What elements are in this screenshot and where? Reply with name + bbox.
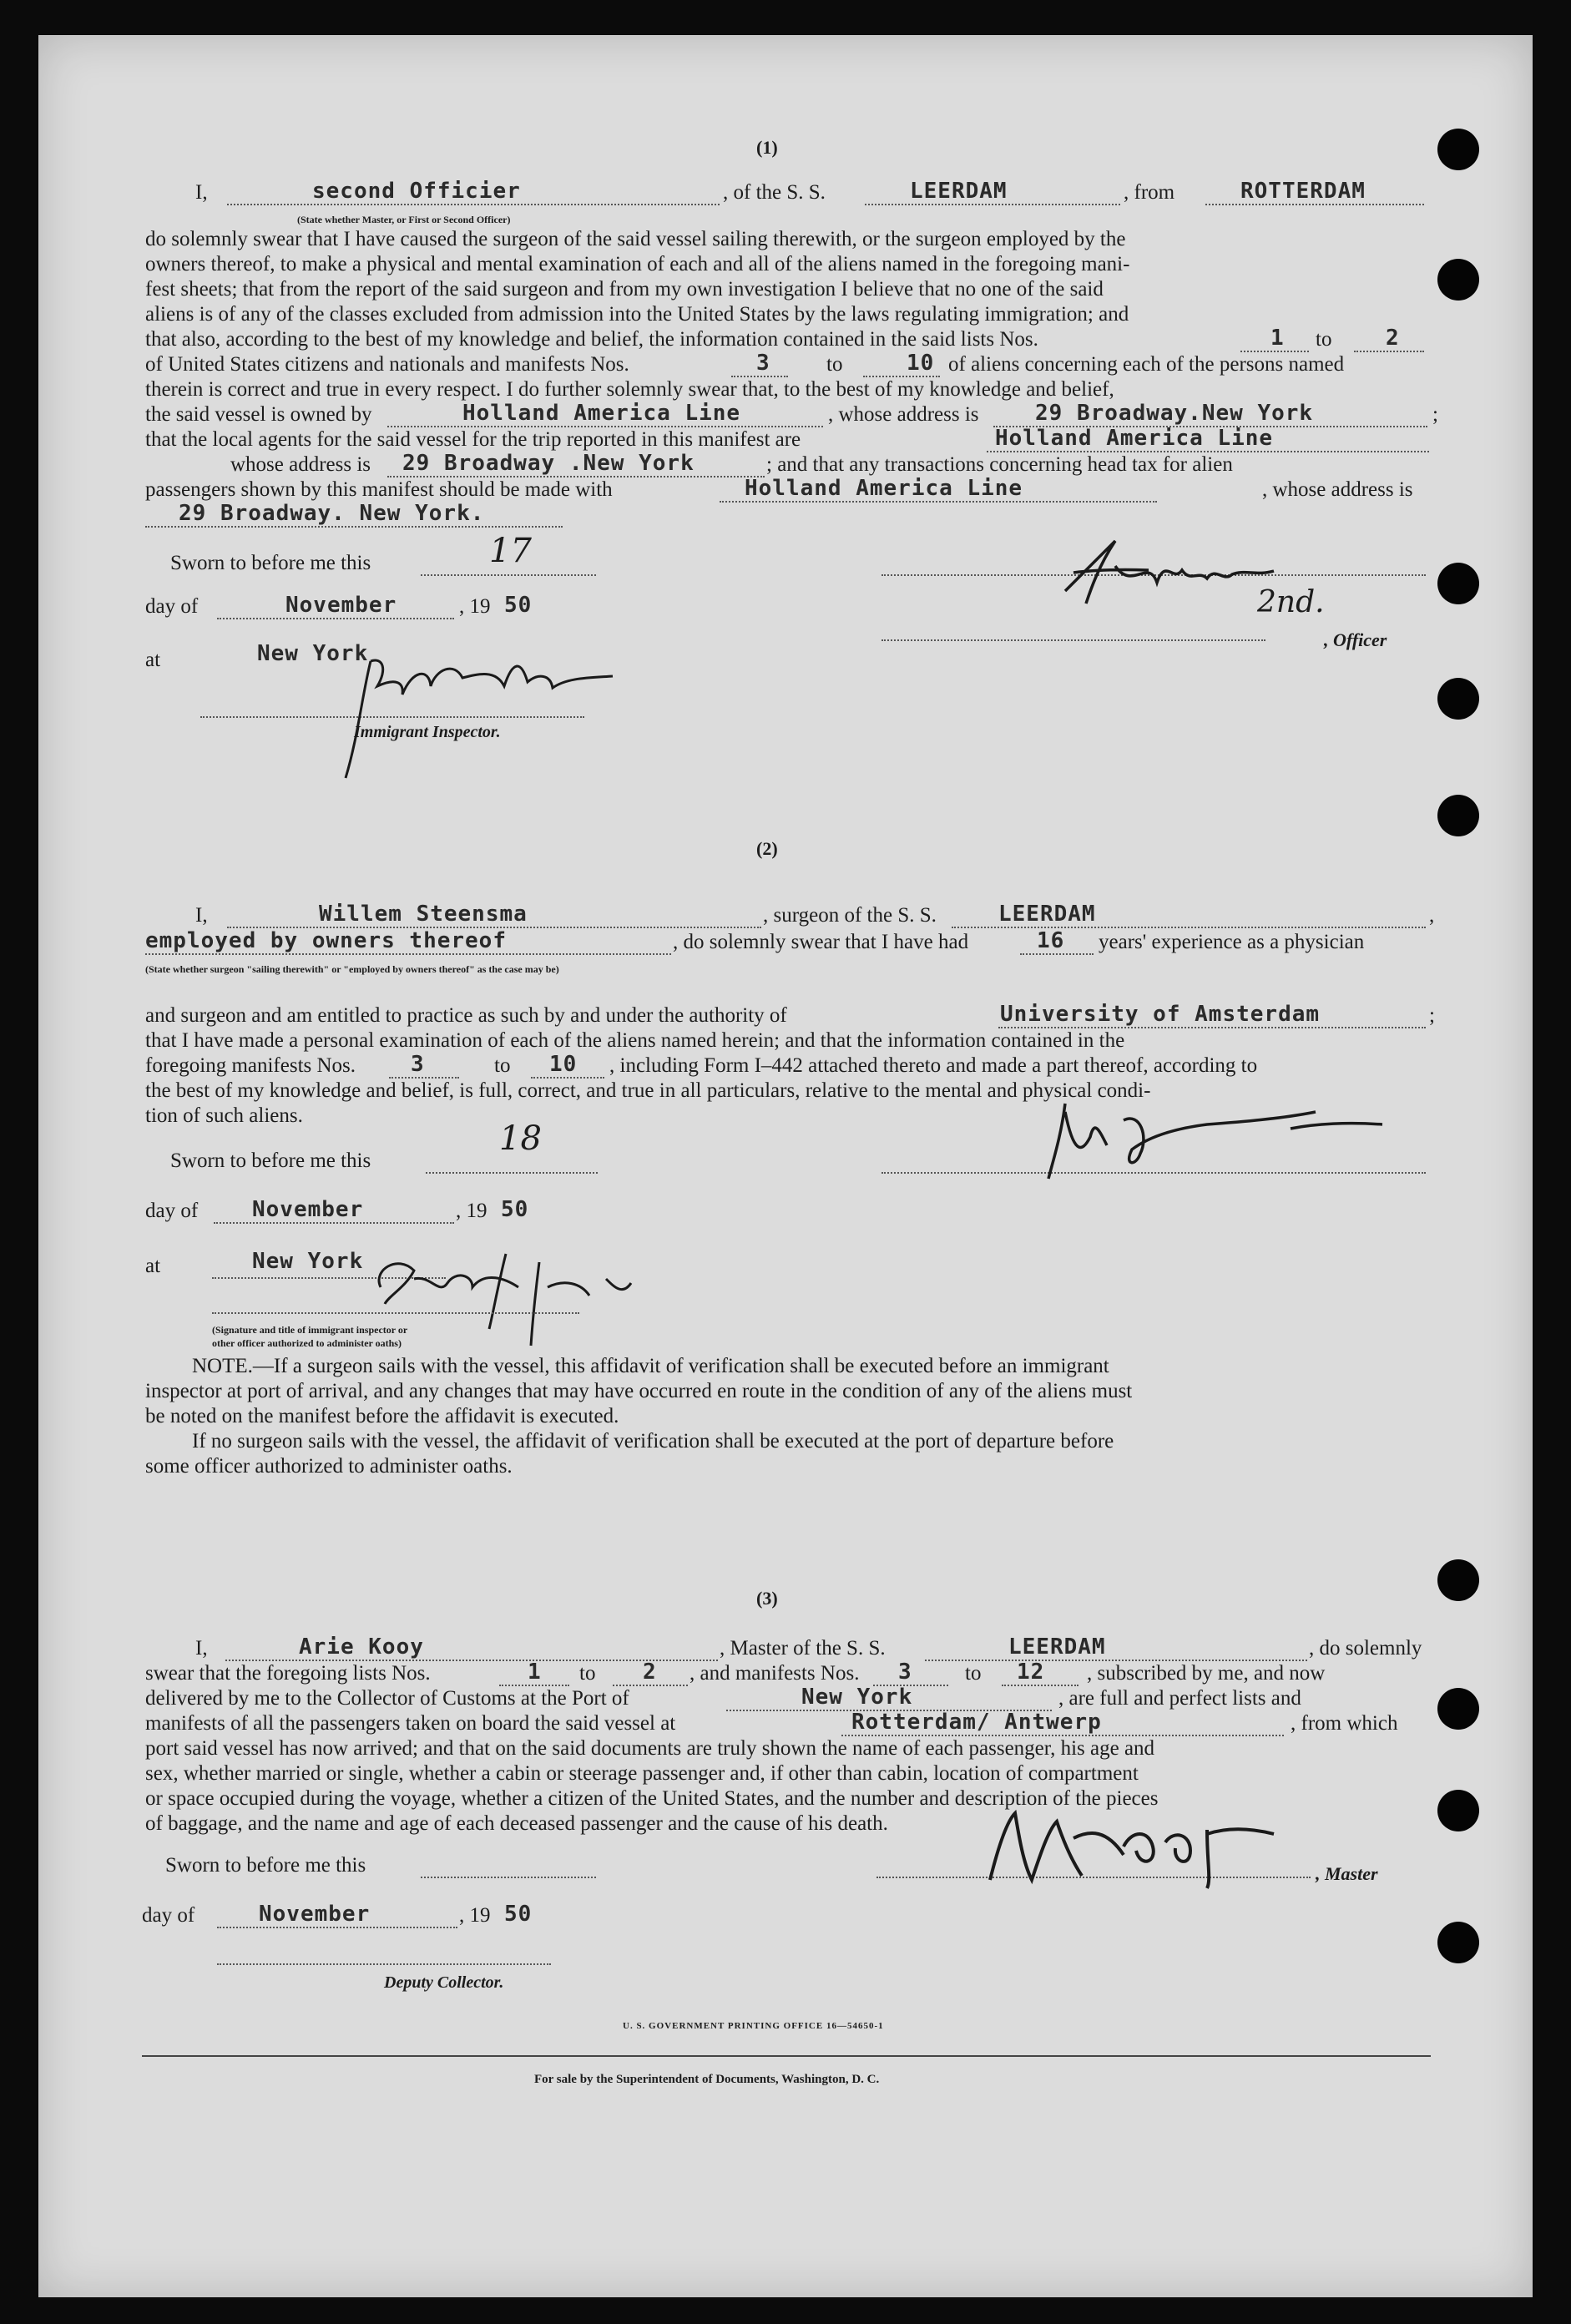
surgeon-employment: employed by owners thereof bbox=[145, 928, 507, 953]
local-agents: Holland America Line bbox=[995, 426, 1274, 451]
oath-line: do solemnly swear that I have caused the surgeon of the said vessel sailing therewith, or the surgeon employed by the bbox=[145, 228, 1126, 250]
master-oath-line: swear that the foregoing lists Nos. bbox=[145, 1662, 431, 1685]
oath-line: the said vessel is owned by bbox=[145, 403, 372, 426]
sworn-location: New York bbox=[252, 1249, 364, 1274]
oath-line: aliens is of any of the classes excluded from admission into the United States by the laws regulating immigration; and bbox=[145, 303, 1129, 326]
section-2-number: (2) bbox=[756, 838, 778, 859]
to-label: to bbox=[1316, 328, 1332, 351]
arrival-port: New York bbox=[801, 1685, 913, 1710]
sworn-label: Sworn to before me this bbox=[170, 1149, 371, 1172]
lists-to: 2 bbox=[1386, 326, 1400, 351]
oath-line: fest sheets; that from the report of the said surgeon and from my own investigation I believe that no one of the said bbox=[145, 278, 1104, 301]
binder-hole bbox=[1437, 678, 1479, 720]
comma: , bbox=[1429, 904, 1435, 927]
lists-to-line bbox=[1354, 351, 1424, 352]
years-experience: 16 bbox=[1037, 928, 1065, 953]
note-line: be noted on the manifest before the affidavit is executed. bbox=[145, 1405, 619, 1427]
month-line bbox=[214, 1222, 454, 1224]
deputy-collector-label: Deputy Collector. bbox=[384, 1973, 504, 1992]
year-prefix: , 19 bbox=[456, 1200, 487, 1222]
section-1-number: (1) bbox=[756, 137, 778, 158]
section-2-pronoun: I, bbox=[195, 904, 208, 927]
manifests-to: 10 bbox=[907, 351, 935, 376]
officer-rank-note: (State whether Master, or First or Second Officer) bbox=[297, 214, 511, 225]
to-label: to bbox=[494, 1054, 511, 1077]
day-of-label: day of bbox=[145, 1200, 199, 1222]
whose-address-label: , whose address is bbox=[828, 403, 979, 426]
surgeon-of-label: , surgeon of the S. S. bbox=[763, 904, 937, 927]
of-aliens-text: of aliens concerning each of the persons named bbox=[948, 353, 1345, 376]
oath-line: that the local agents for the said vessel for the trip reported in this manifest are bbox=[145, 428, 801, 451]
swear-text: , do solemnly swear that I have had bbox=[673, 931, 969, 953]
note-line: If no surgeon sails with the vessel, the affidavit of verification shall be executed at the port of departure before bbox=[192, 1430, 1114, 1452]
master-oath-line: manifests of all the passengers taken on board the said vessel at bbox=[145, 1712, 676, 1735]
oath-line: of United States citizens and nationals and manifests Nos. bbox=[145, 353, 629, 376]
head-tax-agent: Holland America Line bbox=[745, 476, 1023, 501]
employment-line bbox=[145, 953, 671, 955]
departure-ports: Rotterdam/ Antwerp bbox=[851, 1710, 1102, 1735]
years-text: years' experience as a physician bbox=[1099, 931, 1365, 953]
section-1-pronoun: I, bbox=[195, 181, 208, 204]
departure-port: ROTTERDAM bbox=[1240, 179, 1366, 204]
oath-line: that also, according to the best of my knowledge and belief, the information contained in the said lists Nos. bbox=[145, 328, 1038, 351]
oath-line: passengers shown by this manifest should be made with bbox=[145, 478, 613, 501]
sworn-year: 50 bbox=[504, 593, 533, 618]
authority: University of Amsterdam bbox=[1000, 1002, 1321, 1027]
owner-address: 29 Broadway.New York bbox=[1035, 401, 1314, 426]
month-line bbox=[217, 618, 454, 619]
binder-hole bbox=[1437, 259, 1479, 301]
surgeon-vessel-line bbox=[952, 927, 1426, 928]
manifests-to: 12 bbox=[1017, 1660, 1045, 1685]
lists-from: 1 bbox=[1270, 326, 1285, 351]
to-label: to bbox=[579, 1662, 596, 1685]
surgeon-signature bbox=[1015, 1087, 1432, 1187]
sworn-label: Sworn to before me this bbox=[170, 552, 371, 574]
binder-hole bbox=[1437, 1559, 1479, 1601]
employment-note: (State whether surgeon "sailing therewith" or "employed by owners thereof" as the case may be) bbox=[145, 963, 559, 975]
sworn-month: November bbox=[285, 593, 397, 618]
at-label: at bbox=[145, 1255, 161, 1277]
vessel-owner: Holland America Line bbox=[462, 401, 741, 426]
year-prefix: , 19 bbox=[459, 1904, 491, 1927]
sworn-month: November bbox=[252, 1197, 364, 1222]
master-label: , Master bbox=[1316, 1863, 1378, 1884]
note-line: inspector at port of arrival, and any changes that may have occurred en route in the condition of any of the aliens must bbox=[145, 1380, 1133, 1402]
to-label: to bbox=[965, 1662, 982, 1685]
vessel-name: LEERDAM bbox=[910, 179, 1008, 204]
binder-hole bbox=[1437, 563, 1479, 604]
surgeon-oath-line: that I have made a personal examination of each of the aliens named herein; and that the information contained in the bbox=[145, 1029, 1125, 1052]
section-3-number: (3) bbox=[756, 1588, 778, 1609]
binder-hole bbox=[1437, 1688, 1479, 1730]
whose-address-label: , whose address is bbox=[1262, 478, 1413, 501]
master-oath-line: delivered by me to the Collector of Customs at the Port of bbox=[145, 1687, 629, 1710]
signature-note: other officer authorized to administer oaths) bbox=[212, 1337, 402, 1349]
officer-rank-handwritten: 2nd. bbox=[1257, 585, 1325, 619]
master-signature bbox=[957, 1796, 1341, 1897]
sworn-day-handwritten: 17 bbox=[489, 532, 532, 570]
head-tax-address: 29 Broadway. New York. bbox=[179, 501, 485, 526]
from-label: , from bbox=[1124, 181, 1175, 204]
sworn-year: 50 bbox=[501, 1197, 529, 1222]
surgeon-oath-line: the best of my knowledge and belief, is full, correct, and true in all particulars, relative to the mental and physical condi- bbox=[145, 1079, 1151, 1102]
day-of-label: day of bbox=[142, 1904, 195, 1927]
surgeon-oath-line: tion of such aliens. bbox=[145, 1104, 303, 1127]
printing-office: U. S. GOVERNMENT PRINTING OFFICE 16—54650-1 bbox=[623, 2021, 884, 2031]
surgeon-oath-line: foregoing manifests Nos. bbox=[145, 1054, 356, 1077]
at-label: at bbox=[145, 649, 161, 671]
vessel-line bbox=[865, 204, 1120, 205]
agents-address: 29 Broadway .New York bbox=[402, 451, 695, 476]
sworn-day-line bbox=[421, 574, 596, 576]
surgeon-name: Willem Steensma bbox=[319, 902, 528, 927]
semicolon: ; bbox=[1432, 403, 1438, 426]
master-vessel: LEERDAM bbox=[1008, 1634, 1106, 1660]
sworn-day-line bbox=[421, 1877, 596, 1878]
master-oath-line: or space occupied during the voyage, whether a citizen of the United States, and the number and description of the pieces bbox=[145, 1787, 1159, 1810]
binder-hole bbox=[1437, 1790, 1479, 1831]
examining-officer-line bbox=[212, 1312, 579, 1314]
sworn-day-handwritten: 18 bbox=[499, 1119, 542, 1158]
oath-line: whose address is bbox=[230, 453, 371, 476]
master-oath-line: sex, whether married or single, whether a cabin or steerage passenger and, if other than cabin, location of compartment bbox=[145, 1762, 1139, 1785]
month-line bbox=[217, 1927, 457, 1928]
immigrant-inspector-label: Immigrant Inspector. bbox=[354, 723, 501, 741]
sworn-location: New York bbox=[257, 641, 369, 666]
master-oath-line: port said vessel has now arrived; and that on the said documents are truly shown the name of each passenger, his age and bbox=[145, 1737, 1155, 1760]
manifests-from: 3 bbox=[756, 351, 770, 376]
to-label: to bbox=[826, 353, 843, 376]
sworn-month: November bbox=[259, 1902, 371, 1927]
manifests-from: 3 bbox=[898, 1660, 912, 1685]
port-line bbox=[1205, 204, 1424, 205]
lists-to: 2 bbox=[643, 1660, 657, 1685]
oath-line: owners thereof, to make a physical and mental examination of each and all of the aliens named in the foregoing mani- bbox=[145, 253, 1130, 275]
master-of-label: , Master of the S. S. bbox=[720, 1637, 886, 1660]
officer-rank-value: second Officier bbox=[312, 179, 521, 204]
deputy-collector-line bbox=[217, 1963, 551, 1965]
lists-from: 1 bbox=[528, 1660, 542, 1685]
of-the-ss-label: , of the S. S. bbox=[723, 181, 826, 204]
signature-note: (Signature and title of immigrant inspector or bbox=[212, 1324, 408, 1336]
footer-rule bbox=[142, 2055, 1431, 2057]
master-oath-line: , subscribed by me, and now bbox=[1087, 1662, 1326, 1685]
note-line: NOTE.—If a surgeon sails with the vessel, this affidavit of verification shall be executed before an immigrant bbox=[192, 1355, 1109, 1377]
sworn-year: 50 bbox=[504, 1902, 533, 1927]
affidavit-page bbox=[38, 35, 1533, 2297]
master-oath-line: , and manifests Nos. bbox=[690, 1662, 860, 1685]
section-3-pronoun: I, bbox=[195, 1637, 208, 1660]
years-line bbox=[1020, 953, 1094, 955]
head-tax-with-line bbox=[720, 501, 1157, 503]
day-of-label: day of bbox=[145, 595, 199, 618]
manifests-to: 10 bbox=[549, 1052, 578, 1077]
head-tax-address-line bbox=[145, 526, 563, 528]
officer-label: , Officer bbox=[1324, 629, 1387, 650]
sale-note: For sale by the Superintendent of Documents, Washington, D. C. bbox=[534, 2073, 880, 2086]
surgeon-vessel: LEERDAM bbox=[998, 902, 1096, 927]
solemnly-text: , do solemnly bbox=[1309, 1637, 1422, 1660]
master-name: Arie Kooy bbox=[299, 1634, 424, 1660]
binder-hole bbox=[1437, 129, 1479, 170]
note-line: some officer authorized to administer oaths. bbox=[145, 1455, 513, 1478]
binder-hole bbox=[1437, 1922, 1479, 1963]
sworn-label: Sworn to before me this bbox=[165, 1854, 366, 1877]
year-prefix: , 19 bbox=[459, 595, 491, 618]
sworn-day-line bbox=[426, 1172, 598, 1174]
officer-signature-line bbox=[881, 639, 1265, 641]
oath-line: therein is correct and true in every respect. I do further solemnly swear that, to the best of my knowledge and belief, bbox=[145, 378, 1114, 401]
officer-signature bbox=[1048, 533, 1366, 608]
semicolon: ; bbox=[1429, 1004, 1435, 1027]
surgeon-oath-line: , including Form I–442 attached thereto and made a part thereof, according to bbox=[609, 1054, 1258, 1077]
manifests-from: 3 bbox=[411, 1052, 425, 1077]
authority-text: and surgeon and am entitled to practice as such by and under the authority of bbox=[145, 1004, 787, 1027]
master-oath-line: , from which bbox=[1291, 1712, 1398, 1735]
head-tax-text: ; and that any transactions concerning head tax for alien bbox=[766, 453, 1233, 476]
inspector-signature bbox=[337, 636, 621, 786]
binder-hole bbox=[1437, 795, 1479, 836]
master-oath-line: , are full and perfect lists and bbox=[1058, 1687, 1301, 1710]
officer-rank-line bbox=[227, 204, 720, 205]
master-oath-line: of baggage, and the name and age of each deceased passenger and the cause of his death. bbox=[145, 1812, 888, 1835]
